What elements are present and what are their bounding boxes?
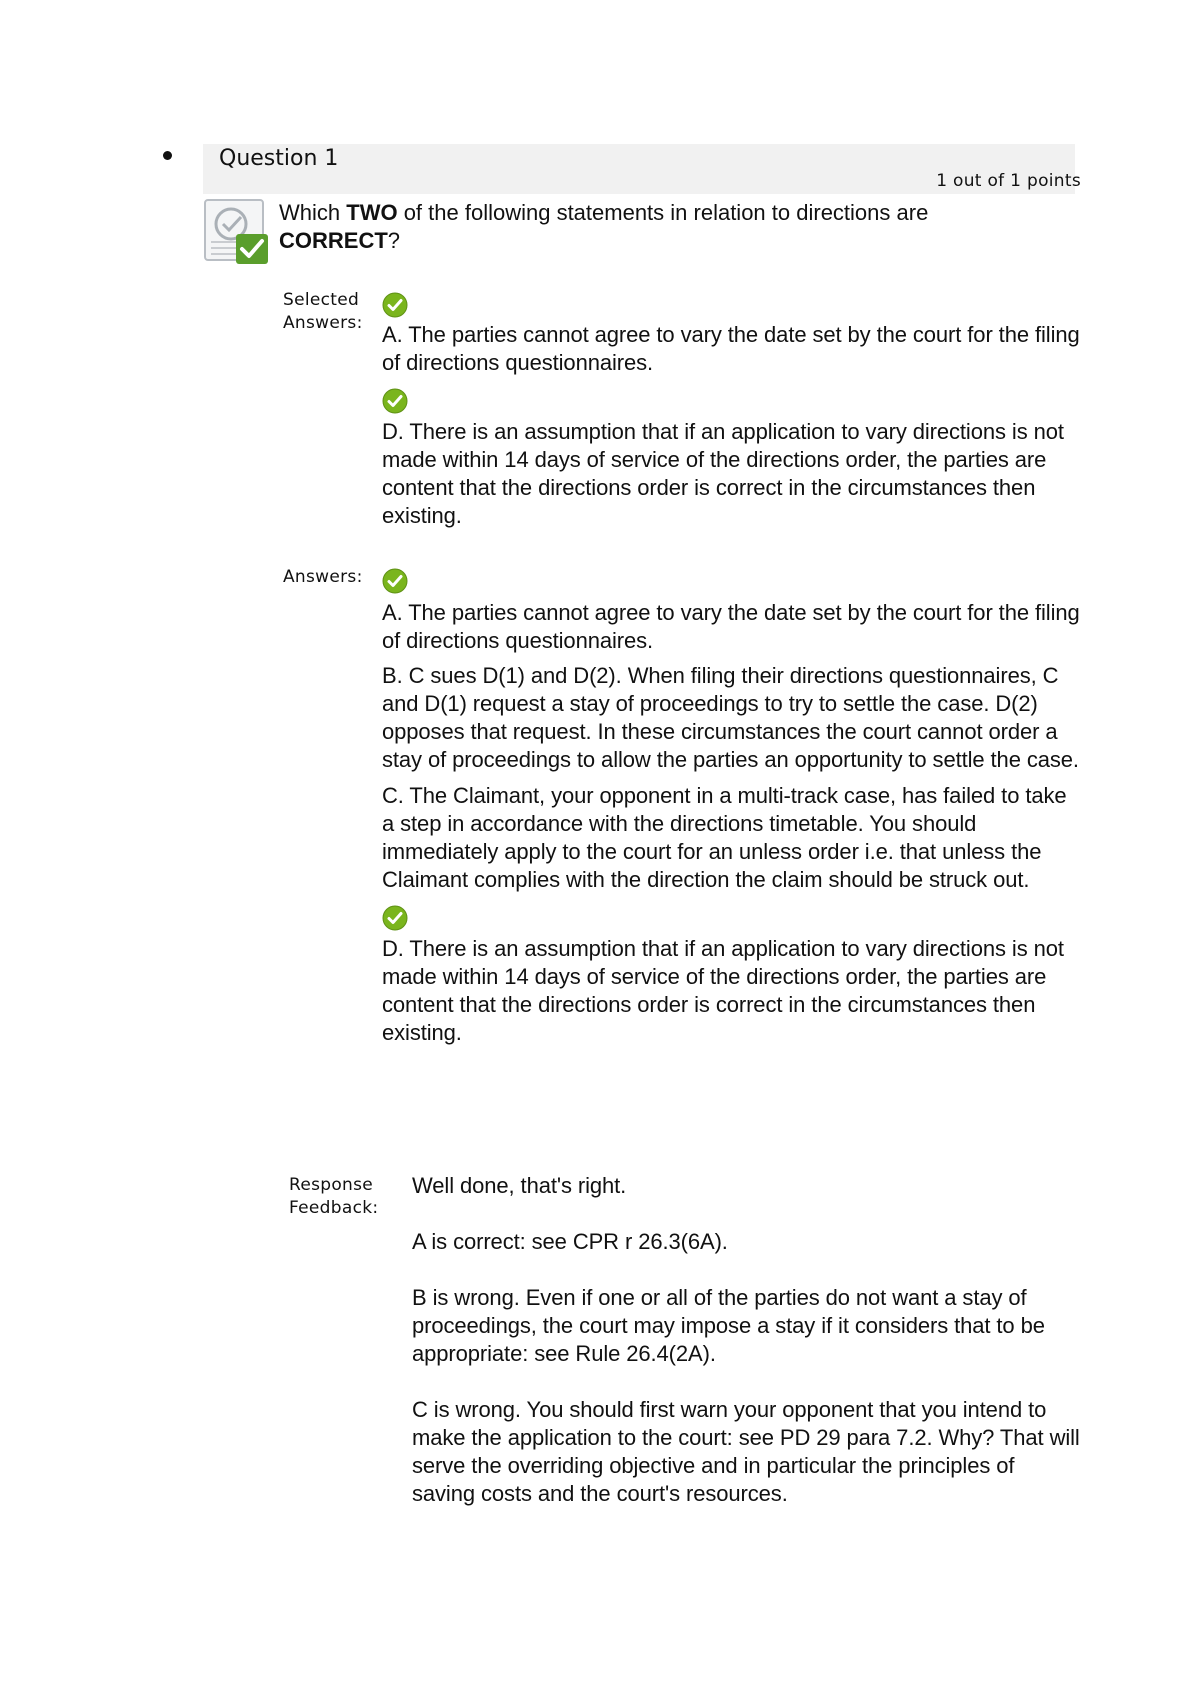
question-header: [203, 144, 1081, 194]
selected-answers-list: [382, 292, 1082, 530]
answers-label: Answers:: [283, 567, 363, 587]
answer-b: B. C sues D(1) and D(2). When filing their directions questionnaires, C and D(1) request a stay of proceedings to try to settle the case. D(2) opposes that request. In these circumstances the court cannot order a stay of proceedings to allow the parties an opportunity to settle the case.: [382, 663, 1079, 772]
selected-answers-label: Selected Answers:: [283, 290, 363, 333]
graded-question-icon: [203, 198, 271, 266]
correct-check-icon: [382, 292, 408, 318]
response-feedback-label: Response Feedback:: [289, 1175, 379, 1218]
selected-answer-d: D. There is an assumption that if an application to vary directions is not made within 14 days of service of the directions order, the parties are content that the directions order is correct in the circumstances then existing.: [382, 419, 1064, 528]
response-feedback: [412, 1172, 1082, 1536]
question-points: 1 out of 1 points: [936, 171, 1081, 191]
correct-check-icon: [382, 905, 408, 931]
list-bullet: [163, 151, 172, 160]
answers-list: [382, 568, 1082, 1047]
feedback-paragraph: Well done, that's right.: [412, 1173, 627, 1198]
question-text: Which TWO of the following statements in relation to directions are CORRECT?: [279, 200, 929, 253]
correct-check-icon: [382, 388, 408, 414]
selected-answer-a: A. The parties cannot agree to vary the date set by the court for the filing of directions questionnaires.: [382, 322, 1080, 375]
answer-a: A. The parties cannot agree to vary the date set by the court for the filing of directions questionnaires.: [382, 600, 1080, 653]
answer-c: C. The Claimant, your opponent in a multi-track case, has failed to take a step in accordance with the directions timetable. You should immediately apply to the court for an unless order i.e. that unless the Claimant complies with the direction the claim should be struck out.: [382, 783, 1067, 892]
answer-d: D. There is an assumption that if an application to vary directions is not made within 14 days of service of the directions order, the parties are content that the directions order is correct in the circumstances then existing.: [382, 936, 1064, 1045]
feedback-paragraph: B is wrong. Even if one or all of the parties do not want a stay of proceedings, the court may impose a stay if it considers that to be appropriate: see Rule 26.4(2A).: [412, 1285, 1045, 1366]
feedback-paragraph: C is wrong. You should first warn your opponent that you intend to make the application to the court: see PD 29 para 7.2. Why? That will serve the overriding objective and in particular the principles of saving costs and the court's resources.: [412, 1397, 1080, 1506]
question-title: Question 1: [219, 146, 339, 171]
correct-check-icon: [382, 568, 408, 594]
feedback-paragraph: A is correct: see CPR r 26.3(6A).: [412, 1229, 728, 1254]
